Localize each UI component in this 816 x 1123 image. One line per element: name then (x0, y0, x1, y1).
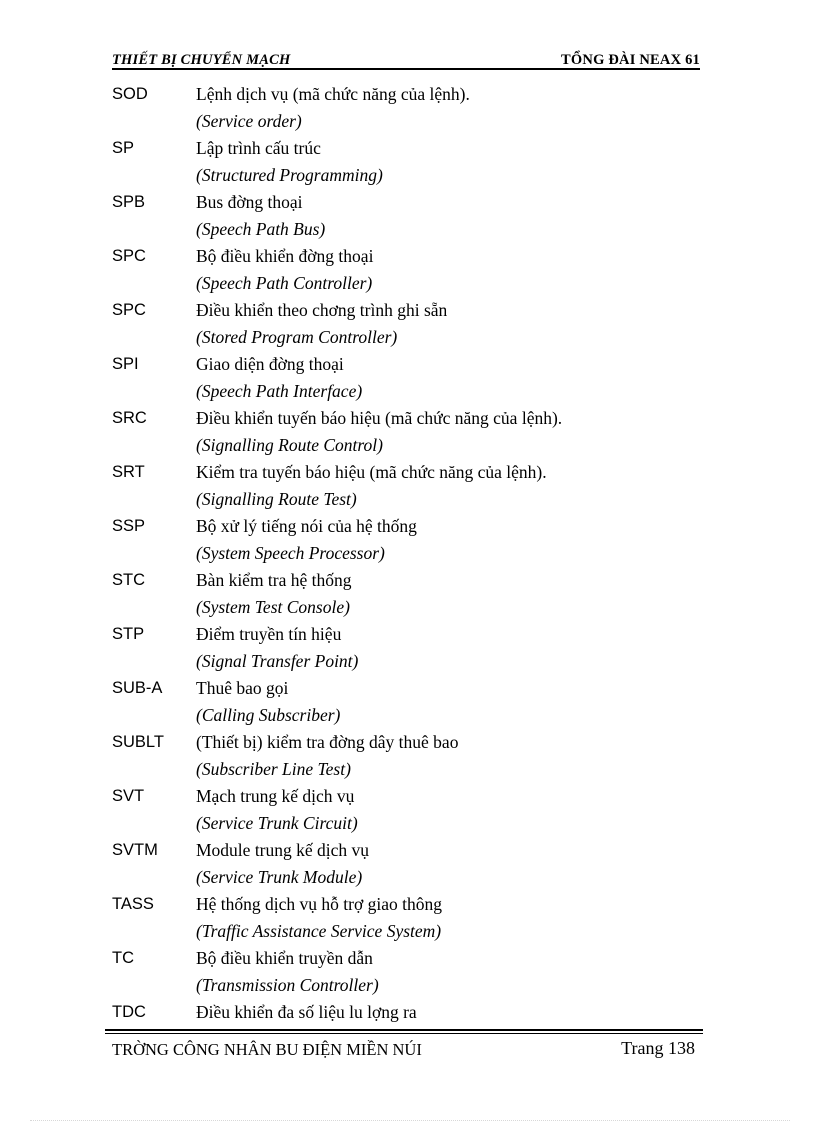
entry-english-term: (Speech Path Bus) (196, 219, 326, 239)
entry-abbreviation: STC (112, 571, 145, 589)
entry-abbreviation: SSP (112, 517, 146, 535)
entry-vietnamese-term: Điều khiển tuyến báo hiệu (mã chức năng của lệnh). (196, 408, 563, 428)
glossary-entry (112, 351, 702, 405)
entry-abbreviation: STP (112, 625, 145, 643)
entry-vietnamese-term: Bộ điều khiển truyền dẫn (196, 948, 373, 968)
glossary-entry (112, 837, 702, 891)
entry-english-term: (Service order) (196, 111, 302, 131)
page-edge-divider (30, 1120, 790, 1121)
entry-vietnamese-term: Module trung kế dịch vụ (196, 840, 370, 860)
glossary-entry (112, 945, 702, 999)
header-right-title: TỔNG ĐÀI NEAX 61 (561, 52, 700, 68)
entry-vietnamese-term: Lập trình cấu trúc (196, 138, 321, 158)
entry-english-term: (Service Trunk Circuit) (196, 813, 358, 833)
entry-english-term: (Transmission Controller) (196, 975, 379, 995)
entry-vietnamese-term: (Thiết bị) kiểm tra đờng dây thuê bao (196, 732, 459, 752)
entry-english-term: (Speech Path Controller) (196, 273, 373, 293)
glossary-entry (112, 459, 702, 513)
entry-english-term: (System Test Console) (196, 597, 350, 617)
entry-abbreviation: SRC (112, 409, 147, 427)
entry-vietnamese-term: Mạch trung kế dịch vụ (196, 786, 355, 806)
entry-vietnamese-term: Lệnh dịch vụ (mã chức năng của lệnh). (196, 84, 470, 104)
page-number: Trang 138 (621, 1038, 695, 1058)
entry-abbreviation: SVT (112, 787, 145, 805)
entry-abbreviation: SUB-A (112, 679, 163, 697)
entry-english-term: (System Speech Processor) (196, 543, 385, 563)
entry-vietnamese-term: Bus đờng thoại (196, 192, 303, 212)
header-left-title: THIẾT BỊ CHUYỂN MẠCH (112, 52, 291, 68)
entry-english-term: (Structured Programming) (196, 165, 383, 185)
entry-english-term: (Subscriber Line Test) (196, 759, 351, 779)
glossary-entry (112, 567, 702, 621)
entry-vietnamese-term: Giao diện đờng thoại (196, 354, 344, 374)
entry-english-term: (Signalling Route Control) (196, 435, 383, 455)
entry-vietnamese-term: Điều khiển đa số liệu lu lợng ra (196, 1002, 417, 1022)
entry-english-term: (Stored Program Controller) (196, 327, 398, 347)
glossary-entry (112, 81, 702, 135)
glossary-entry (112, 135, 702, 189)
entry-abbreviation: SPC (112, 301, 146, 319)
entry-vietnamese-term: Hệ thống dịch vụ hỗ trợ giao thông (196, 894, 442, 914)
entry-abbreviation: SUBLT (112, 733, 164, 751)
entry-abbreviation: SP (112, 139, 135, 157)
entry-abbreviation: SPC (112, 247, 146, 265)
entry-abbreviation: SPI (112, 355, 139, 373)
glossary-entry (112, 243, 702, 297)
entry-abbreviation: SOD (112, 85, 148, 103)
entry-english-term: (Speech Path Interface) (196, 381, 363, 401)
entry-english-term: (Calling Subscriber) (196, 705, 341, 725)
entry-english-term: (Signal Transfer Point) (196, 651, 359, 671)
entry-abbreviation: TASS (112, 895, 154, 913)
glossary-entry (112, 621, 702, 675)
entry-vietnamese-term: Bàn kiểm tra hệ thống (196, 570, 352, 590)
page-header (112, 50, 700, 70)
footer-rule (105, 1029, 703, 1031)
glossary-entry (112, 729, 702, 783)
entry-vietnamese-term: Thuê bao gọi (196, 678, 289, 698)
entry-vietnamese-term: Điểm truyền tín hiệu (196, 624, 342, 644)
entry-abbreviation: SVTM (112, 841, 158, 859)
glossary-entry (112, 189, 702, 243)
glossary-entry (112, 891, 702, 945)
glossary-entry (112, 675, 702, 729)
entry-abbreviation: TDC (112, 1003, 146, 1021)
entry-vietnamese-term: Kiểm tra tuyến báo hiệu (mã chức năng của lệnh). (196, 462, 547, 482)
glossary-entry (112, 783, 702, 837)
entry-english-term: (Traffic Assistance Service System) (196, 921, 442, 941)
entry-abbreviation: TC (112, 949, 134, 967)
entry-vietnamese-term: Điều khiển theo chơng trình ghi sẵn (196, 300, 448, 320)
footer-school-name: TRỜNG CÔNG NHÂN BU ĐIỆN MIỀN NÚI (112, 1040, 422, 1059)
entry-abbreviation: SPB (112, 193, 146, 211)
footer-rule-thin (105, 1033, 703, 1034)
glossary-entry (112, 297, 702, 351)
entry-english-term: (Signalling Route Test) (196, 489, 357, 509)
entry-vietnamese-term: Bộ xử lý tiếng nói của hệ thống (196, 516, 417, 536)
entry-vietnamese-term: Bộ điều khiển đờng thoại (196, 246, 374, 266)
glossary-entry (112, 405, 702, 459)
entry-english-term: (Service Trunk Module) (196, 867, 363, 887)
entry-abbreviation: SRT (112, 463, 145, 481)
glossary-entry (112, 513, 702, 567)
glossary-list (112, 81, 702, 1053)
